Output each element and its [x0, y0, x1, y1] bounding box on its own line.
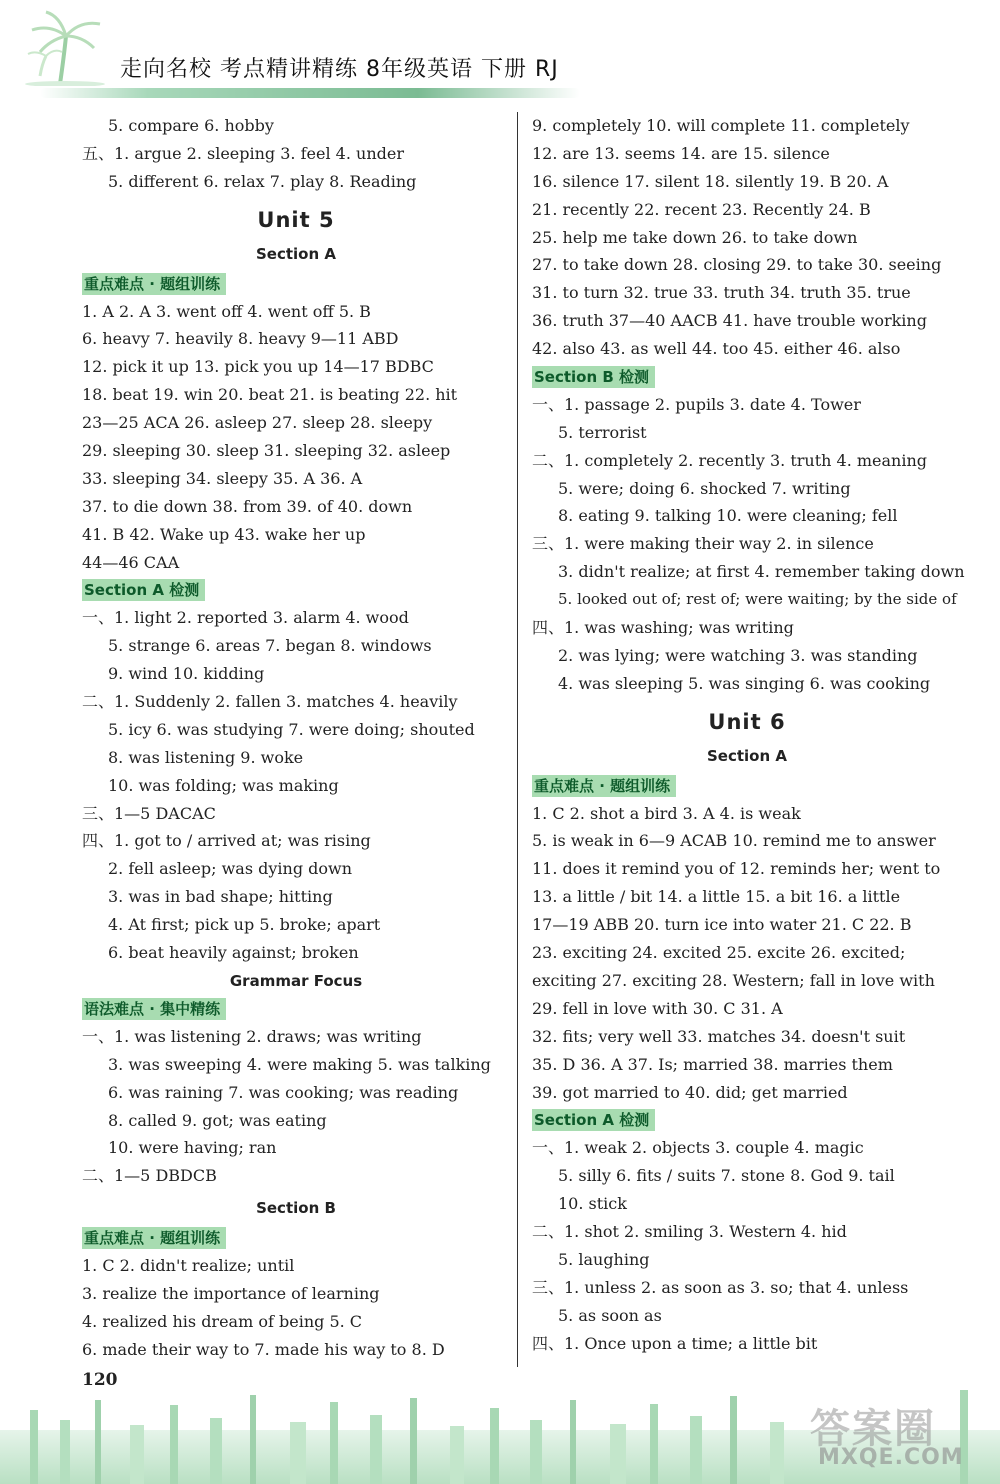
answer-line: 5. looked out of; rest of; were waiting; by the side of [558, 590, 957, 609]
answer-line: 4. realized his dream of being 5. C [82, 1311, 363, 1331]
answer-line: 3. didn't realize; at first 4. remember taking down [558, 562, 965, 582]
answer-line: 35. D 36. A 37. Is; married 38. marries them [532, 1054, 893, 1074]
subsection-tag: Section B 检测 [532, 366, 655, 388]
unit-heading: Unit 6 [708, 709, 786, 734]
answer-line: 二、1—5 DBDCB [82, 1166, 217, 1186]
answer-line: 五、1. argue 2. sleeping 3. feel 4. under [82, 143, 404, 163]
answer-line: 1. C 2. shot a bird 3. A 4. is weak [532, 803, 801, 823]
answer-line: 二、1. Suddenly 2. fallen 3. matches 4. heavily [82, 692, 458, 712]
answer-line: 5. laughing [558, 1249, 650, 1269]
answer-line: 3. realize the importance of learning [82, 1283, 380, 1303]
answer-line: 12. pick it up 13. pick you up 14—17 BDBC [82, 357, 434, 377]
watermark-logo [810, 1395, 990, 1475]
answer-line: 25. help me take down 26. to take down [532, 227, 858, 247]
answer-line: 1. C 2. didn't realize; until [82, 1256, 295, 1276]
answer-line: 四、1. was washing; was writing [532, 618, 794, 638]
page-number: 120 [82, 1370, 118, 1390]
answer-line: 三、1. were making their way 2. in silence [532, 534, 874, 554]
answer-line: 10. stick [558, 1194, 627, 1214]
section-heading: Section A [707, 746, 787, 765]
answer-line: 二、1. completely 2. recently 3. truth 4. meaning [532, 450, 928, 470]
section-heading: Grammar Focus [229, 971, 363, 990]
answer-line: 4. At first; pick up 5. broke; apart [108, 915, 381, 935]
answer-line: 17—19 ABB 20. turn ice into water 21. C 22. B [532, 915, 912, 935]
answer-line: 一、1. was listening 2. draws; was writing [82, 1026, 422, 1046]
answer-line: 27. to take down 28. closing 29. to take 30. seeing [532, 255, 942, 275]
header-decoration-band [40, 88, 580, 98]
answer-line: 一、1. passage 2. pupils 3. date 4. Tower [532, 394, 861, 414]
answer-line: 6. made their way to 7. made his way to 8. D [82, 1339, 445, 1359]
answer-line: 二、1. shot 2. smiling 3. Western 4. hid [532, 1221, 847, 1241]
answer-line: 39. got married to 40. did; get married [532, 1082, 848, 1102]
answer-line: 四、1. Once upon a time; a little bit [532, 1333, 818, 1353]
answer-line: 29. sleeping 30. sleep 31. sleeping 32. asleep [82, 441, 451, 461]
answer-line: 5. as soon as [558, 1305, 662, 1325]
answer-line: exciting 27. exciting 28. Western; fall in love with [532, 970, 935, 990]
answer-line: 8. was listening 9. woke [108, 747, 304, 767]
answer-line: 9. completely 10. will complete 11. completely [532, 116, 910, 135]
subsection-tag: 重点难点 · 题组训练 [82, 273, 226, 295]
answer-line: 5. were; doing 6. shocked 7. writing [558, 478, 851, 498]
answer-line: 10. was folding; was making [108, 775, 339, 795]
subsection-tag: 重点难点 · 题组训练 [532, 775, 676, 797]
answer-line: 一、1. weak 2. objects 3. couple 4. magic [532, 1138, 864, 1158]
answer-line: 三、1—5 DACAC [82, 803, 216, 823]
answer-line: 18. beat 19. win 20. beat 21. is beating 22. hit [82, 385, 458, 405]
answer-line: 13. a little / bit 14. a little 15. a bit 16. a little [532, 887, 901, 907]
subsection-tag: Section A 检测 [82, 579, 205, 601]
subsection-tag: 语法难点 · 集中精练 [82, 998, 226, 1020]
answer-line: 1. A 2. A 3. went off 4. went off 5. B [82, 301, 371, 321]
answer-line: 三、1. unless 2. as soon as 3. so; that 4. unless [532, 1277, 909, 1297]
watermark-text: 答案圈 [810, 1406, 936, 1452]
answer-line: 一、1. light 2. reported 3. alarm 4. wood [82, 608, 409, 628]
answer-line: 42. also 43. as well 44. too 45. either 46. also [532, 339, 901, 359]
answer-line: 44—46 CAA [82, 552, 180, 572]
section-heading: Section A [256, 244, 336, 263]
answer-line: 8. eating 9. talking 10. were cleaning; fell [558, 506, 898, 526]
answer-line: 36. truth 37—40 AACB 41. have trouble working [532, 311, 927, 331]
answer-line: 32. fits; very well 33. matches 34. doesn't suit [532, 1026, 906, 1046]
column-divider [517, 112, 518, 1367]
answer-line: 8. called 9. got; was eating [108, 1110, 327, 1130]
answer-line: 29. fell in love with 30. C 31. A [532, 998, 783, 1018]
answer-line: 5. silly 6. fits / suits 7. stone 8. God 9. tail [558, 1166, 895, 1186]
answer-line: 5. compare 6. hobby [108, 116, 274, 135]
answer-line: 41. B 42. Wake up 43. wake her up [82, 524, 366, 544]
book-title: 走向名校 考点精讲精练 8年级英语 下册 RJ [120, 57, 559, 82]
subsection-tag: Section A 检测 [532, 1109, 655, 1131]
answer-line: 3. was sweeping 4. were making 5. was talking [108, 1054, 491, 1074]
answer-line: 16. silence 17. silent 18. silently 19. B 20. A [532, 171, 889, 191]
answer-line: 12. are 13. seems 14. are 15. silence [532, 143, 830, 163]
answer-line: 6. was raining 7. was cooking; was reading [108, 1082, 459, 1102]
answer-line: 5. is weak in 6—9 ACAB 10. remind me to answer [532, 831, 936, 851]
answer-line: 11. does it remind you of 12. reminds her; went to [532, 859, 941, 879]
answer-line: 10. were having; ran [108, 1138, 277, 1158]
answer-line: 4. was sleeping 5. was singing 6. was cooking [558, 673, 931, 693]
answer-line: 四、1. got to / arrived at; was rising [82, 831, 371, 851]
left-column [82, 112, 510, 1364]
answer-line: 9. wind 10. kidding [108, 664, 265, 684]
page-header [0, 0, 1000, 110]
subsection-tag: 重点难点 · 题组训练 [82, 1227, 226, 1249]
right-column [532, 112, 965, 1357]
palm-tree-icon [20, 6, 110, 86]
answer-line: 5. terrorist [558, 422, 647, 442]
answer-line: 5. strange 6. areas 7. began 8. windows [108, 636, 432, 656]
answer-line: 37. to die down 38. from 39. of 40. down [82, 496, 413, 516]
answer-line: 6. beat heavily against; broken [108, 943, 359, 963]
section-heading: Section B [256, 1199, 336, 1218]
answer-line: 5. icy 6. was studying 7. were doing; shouted [108, 719, 475, 739]
answer-line: 5. different 6. relax 7. play 8. Reading [108, 171, 417, 191]
answer-line: 2. was lying; were watching 3. was standing [558, 645, 918, 665]
answer-line: 33. sleeping 34. sleepy 35. A 36. A [82, 468, 363, 488]
answer-line: 21. recently 22. recent 23. Recently 24. B [532, 199, 871, 219]
answer-line: 2. fell asleep; was dying down [108, 859, 353, 879]
answer-line: 31. to turn 32. true 33. truth 34. truth 35. true [532, 283, 911, 303]
answer-line: 23. exciting 24. excited 25. excite 26. excited; [532, 943, 906, 963]
unit-heading: Unit 5 [257, 207, 335, 232]
answer-line: 3. was in bad shape; hitting [108, 887, 333, 907]
watermark-url: MXQE.COM [818, 1445, 964, 1470]
answer-line: 23—25 ACA 26. asleep 27. sleep 28. sleepy [82, 413, 433, 433]
answer-line: 6. heavy 7. heavily 8. heavy 9—11 ABD [82, 329, 399, 349]
